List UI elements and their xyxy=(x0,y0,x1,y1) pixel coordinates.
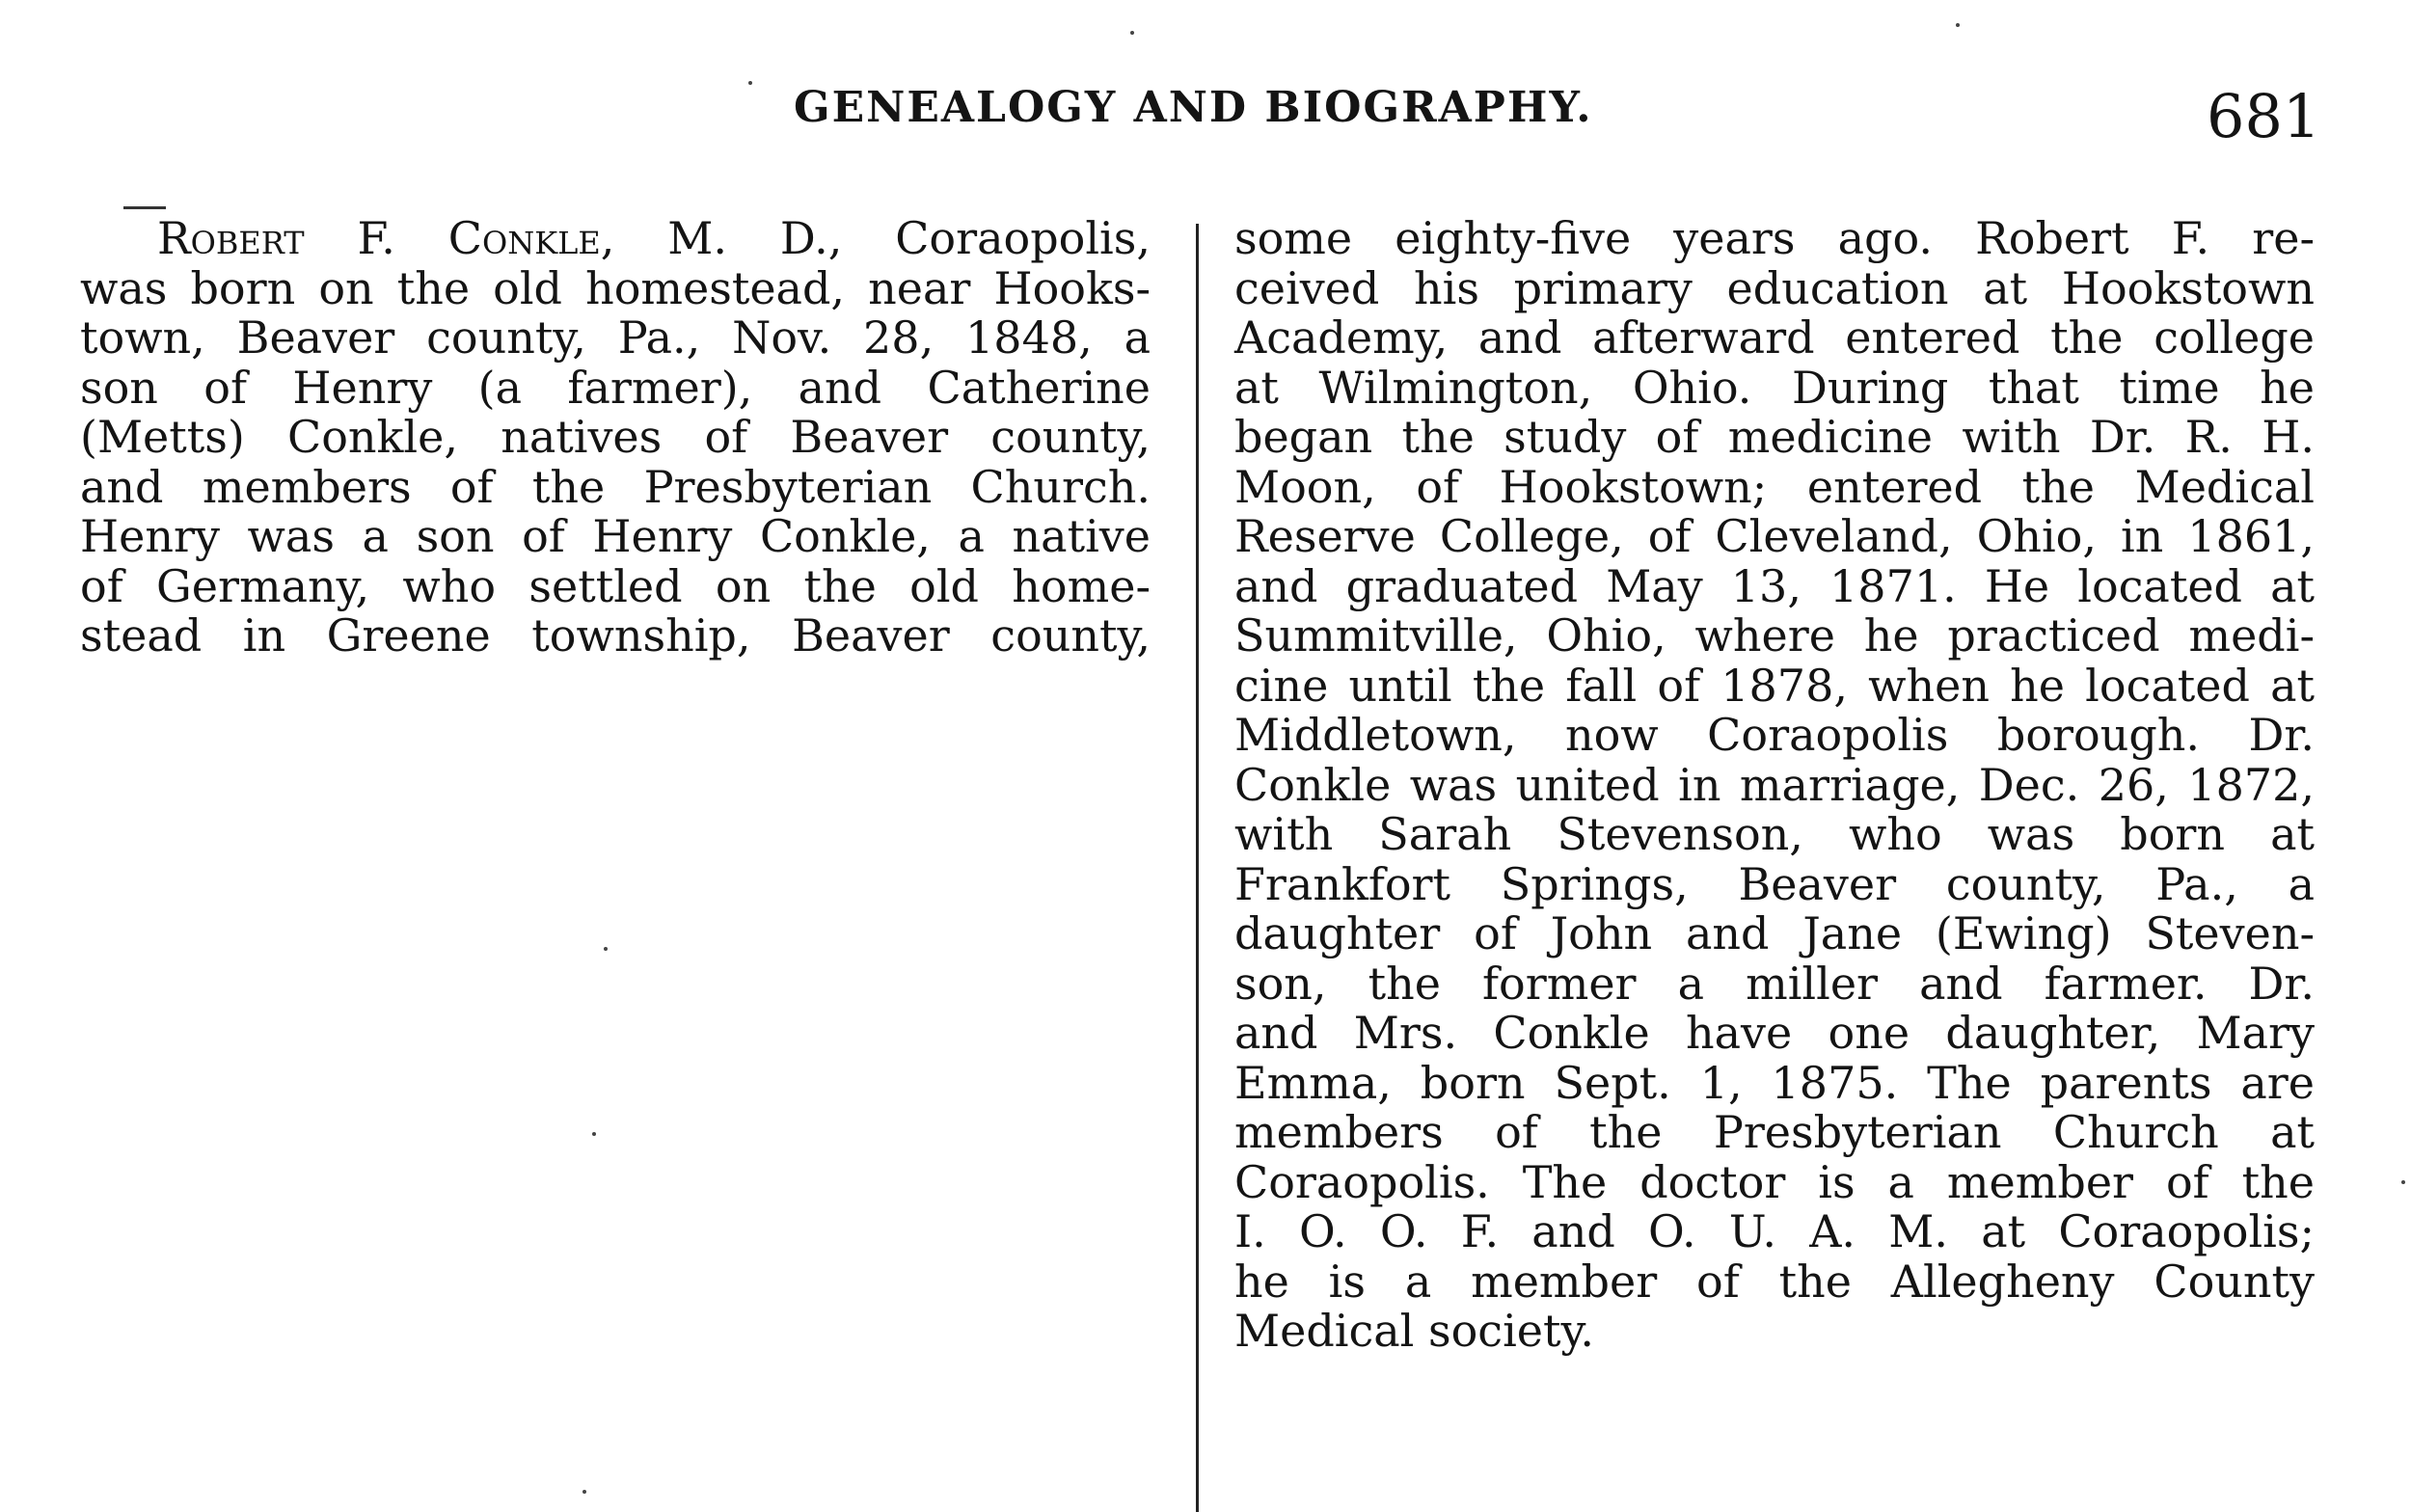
text-line: and members of the Presbyterian Church. xyxy=(80,460,1151,513)
text-line: some eighty-five years ago. Robert F. re- xyxy=(1234,212,2315,264)
lead-name: Robert F. Conkle xyxy=(157,212,601,264)
text-line: with Sarah Stevenson, who was born at xyxy=(1234,808,2315,860)
text-line: Frankfort Springs, Beaver county, Pa., a xyxy=(1234,857,2315,910)
text-line: town, Beaver county, Pa., Nov. 28, 1848, a xyxy=(80,311,1151,364)
print-speck xyxy=(604,947,608,951)
text-line xyxy=(80,214,1151,264)
text-line: Conkle was united in marriage, Dec. 26, 1872, xyxy=(1234,758,2315,811)
text-line: daughter of John and Jane (Ewing) Steven- xyxy=(1234,907,2315,959)
text-line: ceived his primary education at Hookstown xyxy=(1234,261,2315,314)
text-line: and graduated May 13, 1871. He located at xyxy=(1234,559,2315,612)
text-line: began the study of medicine with Dr. R. H. xyxy=(1234,411,2315,463)
print-mark xyxy=(123,206,166,209)
text-line: Reserve College, of Cleveland, Ohio, in 1861, xyxy=(1234,510,2315,562)
text-line: Henry was a son of Henry Conkle, a native xyxy=(80,510,1151,562)
print-speck xyxy=(592,1132,596,1136)
page-number: 681 xyxy=(2207,81,2321,151)
text-line: Academy, and afterward entered the college xyxy=(1234,311,2315,364)
print-speck xyxy=(582,1490,586,1494)
right-column xyxy=(1234,214,2315,1357)
text-line: son of Henry (a farmer), and Catherine xyxy=(80,361,1151,414)
left-column xyxy=(80,214,1151,662)
text-line: Coraopolis. The doctor is a member of the xyxy=(1234,1155,2315,1208)
text-line: he is a member of the Allegheny County xyxy=(1234,1255,2315,1308)
text-line: of Germany, who settled on the old home- xyxy=(80,559,1151,612)
text-line: Moon, of Hookstown; entered the Medical xyxy=(1234,460,2315,513)
text-line: son, the former a miller and farmer. Dr. xyxy=(1234,957,2315,1010)
text-line: Medical society. xyxy=(1234,1305,1594,1357)
text-line: cine until the fall of 1878, when he located at xyxy=(1234,659,2315,712)
text-line: (Metts) Conkle, natives of Beaver county, xyxy=(80,411,1151,463)
text-line: members of the Presbyterian Church at xyxy=(1234,1106,2315,1158)
text-line: I. O. O. F. and O. U. A. M. at Coraopolis; xyxy=(1234,1205,2315,1257)
text-line: Middletown, now Coraopolis borough. Dr. xyxy=(1234,709,2315,761)
print-speck xyxy=(1130,31,1134,35)
print-speck xyxy=(2401,1180,2405,1184)
print-speck xyxy=(1956,23,1960,27)
text-line: Summitville, Ohio, where he practiced medi- xyxy=(1234,609,2315,662)
column-divider xyxy=(1196,224,1199,1512)
print-speck xyxy=(748,81,752,85)
running-title: GENEALOGY AND BIOGRAPHY. xyxy=(794,83,1593,132)
lead-line-rest: , M. D., Coraopolis, xyxy=(600,212,1151,264)
text-line: stead in Greene township, Beaver county, xyxy=(80,609,1151,662)
text-line: at Wilmington, Ohio. During that time he xyxy=(1234,361,2315,414)
text-line: and Mrs. Conkle have one daughter, Mary xyxy=(1234,1007,2315,1059)
text-line: Emma, born Sept. 1, 1875. The parents are xyxy=(1234,1056,2315,1109)
text-line: was born on the old homestead, near Hooks- xyxy=(80,261,1151,314)
